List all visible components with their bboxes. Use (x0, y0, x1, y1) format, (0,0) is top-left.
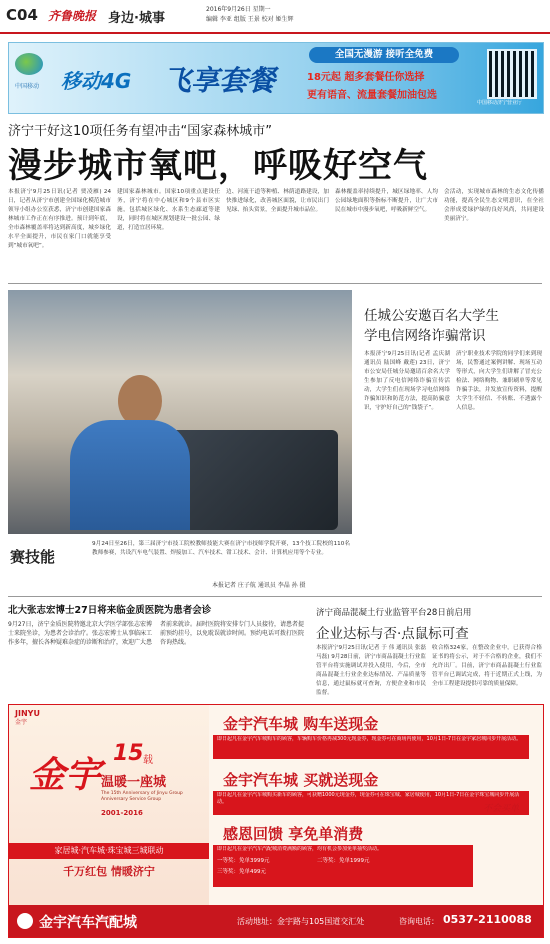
concrete-column-2: 收合格324家，在整改企业中，已获得合格证书的将公示，对于不合格的企业，我们不允许出厂。目前，济宁市商品混凝土行业监管平台已调试完成，将于近期正式上线，为全市工程建设提供可靠的质量保障。 (432, 645, 542, 687)
jinyu-bottom-logo-icon (17, 913, 33, 929)
concrete-headline: 企业达标与否·点鼠标可查 (316, 626, 469, 642)
jinyu-hotline: 0537-2110088 (443, 913, 532, 926)
mobile-slogan: 飞享套餐 (163, 64, 276, 97)
concrete-column-1: 本报济宁9月25日讯(记者 于 伟 通讯员 张磊 马磊) 9月28日前，济宁市商品混凝土行业监管平台将实施调试并投入使用，今后，全市商品混凝土行业企业达标情况、产品质量等信息，通过鼠标就可查询，方便企业和市民监督。 (316, 645, 426, 696)
promo-desc-1: 即日起凡在金宇汽车城购车的顾客，车辆购车价格再减300元现金券，现金券可在商场内使用，10月1日-7日在金宇家居城同步开展活动。 (217, 736, 522, 742)
prize-2: 二等奖：免单1999元 (317, 858, 370, 864)
prize-3: 三等奖：免单499元 (217, 869, 266, 875)
jinyu-hotline-label: 咨询电话： (399, 917, 439, 926)
mobile-line1: 全国无漫游 接听全免费 (309, 47, 459, 63)
jinyu-tagline: 温暖一座城 (101, 775, 167, 790)
page-header (0, 0, 550, 34)
mobile-line2: 18元起 超多套餐任你选择 (307, 72, 425, 83)
concrete-kicker: 济宁商品混凝土行业监管平台28日前启用 (316, 608, 472, 618)
notice-headline: 北大张志宏博士27日将来临金质医院为患者会诊 (8, 605, 212, 616)
police-column-2: 济宁职业技术学院的同学们来到现场，民警通过案例讲解、现场互动等形式，向大学生们讲解了冒充公检法、网络购物、兼职刷单等常见诈骗手法，并发放宣传资料，提醒大学生不轻信、不转账、不透露个人信息。 (456, 351, 542, 411)
mobile-line3: 更有语音、流量套餐加油包选 (307, 90, 437, 101)
qr-label: 中国移动济宁营业厅 (477, 100, 523, 106)
lead-column-4: 森林覆盖率持续提升，城区绿地率、人均公园绿地面积等指标不断提升，让广大市民在城市中漫步氧吧，呼吸新鲜空气。 (335, 189, 438, 213)
lead-kicker: 济宁干好这10项任务有望冲击“国家森林城市” (8, 124, 273, 139)
paper-name: 齐鲁晚报 (48, 9, 97, 23)
jinyu-years: 15 (113, 741, 144, 766)
police-headline-1: 任城公安邀百名大学生 (364, 308, 499, 324)
news-photo (8, 290, 352, 534)
qr-code (487, 49, 537, 99)
mobile-brand: 移动4G (61, 69, 132, 93)
mobile-logo-icon (15, 53, 43, 75)
promo-desc-2-band (213, 791, 529, 815)
jinyu-left-panel (9, 705, 209, 937)
promo-title-1: 金宇汽车城 购车送现金 (223, 715, 379, 733)
handwriting-note: 不会买单 (483, 804, 520, 814)
jinyu-ad (8, 704, 544, 938)
promo-desc-3-band (213, 845, 473, 887)
jinyu-strip: 家居城·汽车城·珠宝城三城联动 (9, 843, 209, 859)
lead-column-2: 建国家森林城市。国家10项重点建设任务，济宁将在中心城区和9个县市区实施，包括城区绿化、水系生态廊道等建设，同时将在城区规划建设一批公园、绿道，打造宜居环境。 (117, 189, 220, 231)
jinyu-brand-en: JINYU (15, 709, 40, 718)
promo-desc-2: 即日起凡在金宇汽车城购买新车的顾客，可获赠1000元现金券，现金券可在珠宝城、家居城使用，10月1日-7日在金宇珠宝城同步开展活动。 (217, 792, 520, 805)
divider (8, 283, 542, 284)
issue-date: 2016年9月26日 星期一 (206, 6, 271, 13)
promo-title-2: 金宇汽车城 买就送现金 (223, 771, 379, 789)
jinyu-address: 活动地址：金宇路与105国道交汇处 (237, 917, 365, 926)
photo-credit: 本报记者 庄子航 通讯员 李晶 孙 摄 (212, 582, 306, 589)
photo-label: 赛技能 (10, 548, 56, 566)
lead-column-3: 边、河流干道等种植、林荫道路建设，加快推进绿化，改善城区面貌，让市民出门见绿、抬头赏景，全面提升城市品位。 (226, 189, 329, 213)
mobile-subtitle: 中国移动 (15, 83, 40, 90)
page-code: C04 (6, 6, 38, 24)
jinyu-brand-cn: 金宇 (15, 719, 28, 726)
promo-title-3: 感恩回馈 享免单消费 (223, 825, 364, 843)
mobile-ad (8, 42, 544, 114)
jinyu-en-line: The 15th Anniversary of Jinyu Group Anniversary Service Group (101, 791, 183, 802)
lead-column-1: 本报济宁9月25日讯(记者 贾凌雁) 24日，记者从济宁市创建全国绿化模范城市领导小组办公室获悉，济宁市创建国家森林城市工作正在有序推进。预计到年底，全市森林覆盖率将达到新高度，城乡绿化水平全面提升，市民在家门口就能享受到“城市氧吧”。 (8, 189, 111, 249)
police-column-1: 本报济宁9月25日讯(记者 孟庆湖 通讯员 陆国峰 戴莲) 23日，济宁市公安局任城分局邀请百余名大学生参加了反电信网络诈骗宣传活动，大学生们在现场学习电信网络诈骗知识和防范方法，提高防骗意识，守护好自己的“钱袋子”。 (364, 351, 450, 411)
police-headline-2: 学电信网络诈骗常识 (364, 328, 486, 344)
photo-caption: 9月24日至26日，第三届济宁市技工院校教师技能大赛在济宁市技师学院开赛，13个技工院校的110名教师参赛，共设汽车电气装置、焊接加工、汽车技术、钳工技术、会计、计算机应用等个专业。 (92, 541, 350, 556)
section-name: 身边·城事 (108, 11, 165, 26)
lead-column-5: 会活动，实现城市森林的生态文化传播功能，提高全民生态文明意识，在全社会形成爱绿护绿的良好风尚，共同建设美丽济宁。 (444, 189, 544, 222)
promo-desc-1-band (213, 735, 529, 759)
divider (8, 596, 542, 597)
jinyu-gift: 千万红包 情暖济宁 (63, 865, 155, 878)
jinyu-big-char: 金宇 (29, 755, 102, 796)
promo-desc-3: 即日起凡在金宇汽车汽配城消费满额的顾客，均有机会参加免单抽奖活动。 (217, 846, 383, 852)
lead-headline: 漫步城市氧吧，呼吸好空气 (8, 146, 428, 186)
notice-body: 9月27日，济宁金质医院特邀北京大学医学部张志宏博士来院坐诊，为患者会诊治疗。张志宏博士从事临床工作多年，擅长各种疑难杂症的诊断和治疗，欢迎广大患者前来就诊。届时医院将安排专门人员接待，请患者提前预约挂号，以免耽误就诊时间。预约电话可拨打医院咨询热线。 (8, 621, 304, 646)
prize-1: 一等奖：免单3999元 (217, 858, 270, 864)
jinyu-bottom-bar (9, 905, 543, 937)
jinyu-span: 2001-2016 (101, 809, 143, 817)
jinyu-bottom-name: 金宇汽车汽配城 (39, 915, 137, 931)
person-body (70, 420, 190, 530)
staff-line: 编辑 李亚 组版 王景 校对 姬生辉 (206, 16, 294, 23)
jinyu-years-unit: 载 (143, 755, 153, 766)
